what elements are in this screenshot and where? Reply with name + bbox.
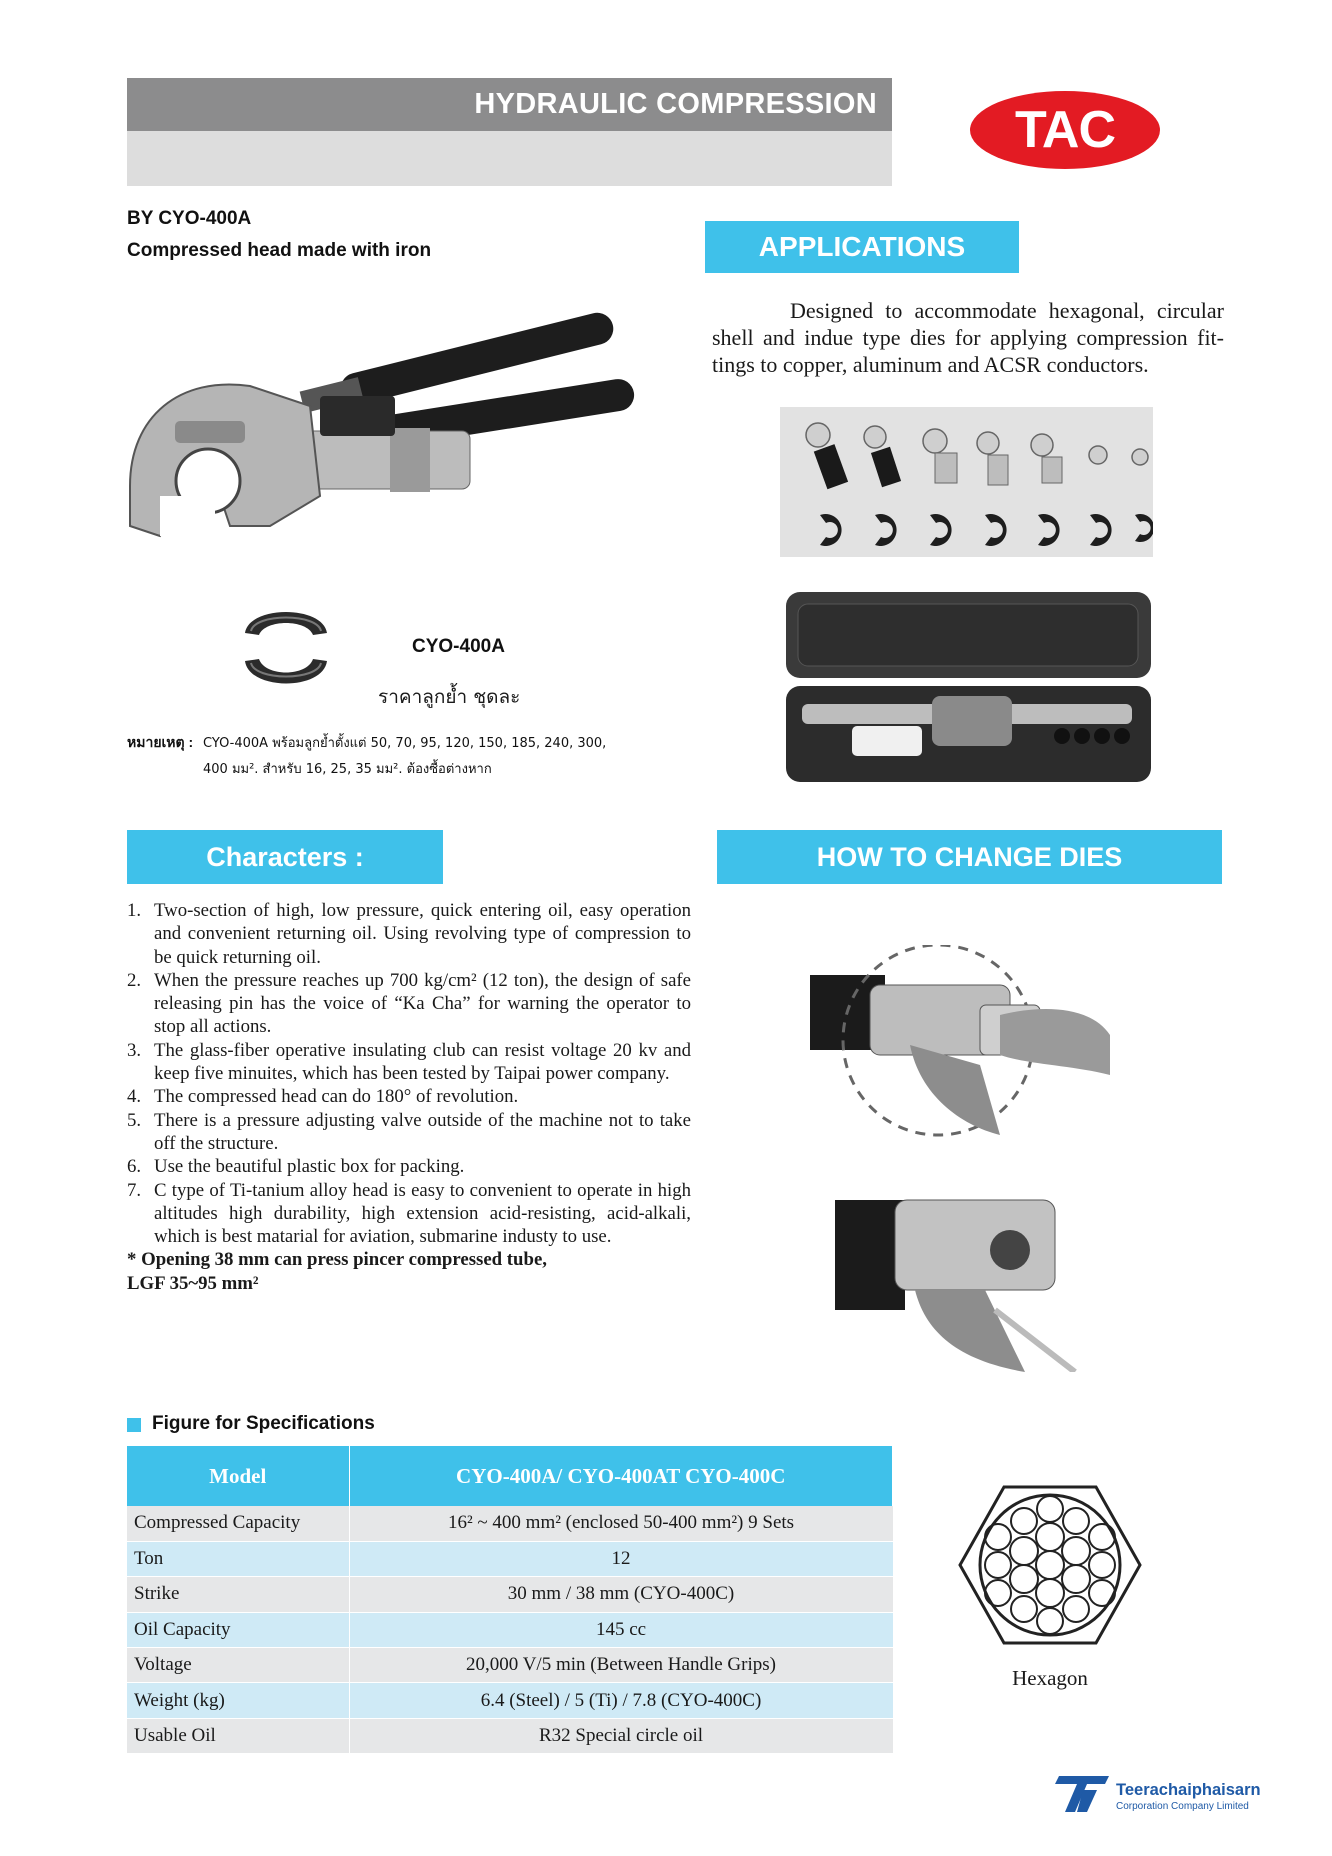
how-to-heading: HOW TO CHANGE DIES bbox=[717, 830, 1222, 884]
characters-heading: Characters : bbox=[127, 830, 443, 884]
table-header-row bbox=[127, 1446, 893, 1506]
page-title: HYDRAULIC COMPRESSION bbox=[474, 88, 877, 120]
product-subtitle: Compressed head made with iron bbox=[127, 240, 432, 261]
characters-footnote-2: LGF 35~95 mm² bbox=[127, 1272, 259, 1294]
characters-list bbox=[127, 899, 691, 1295]
by-line: BY CYO-400A bbox=[127, 208, 252, 229]
spec-heading-marker bbox=[127, 1418, 141, 1432]
die-price-label: ราคาลูกย้ำ ชุดละ bbox=[378, 686, 521, 708]
applications-text: Designed to accommodate hexagonal, circular shell and indue type dies for applying compression fit-tings to copper, aluminum and ACSR conductors. bbox=[712, 298, 1224, 377]
applications-heading: APPLICATIONS bbox=[705, 221, 1019, 273]
table-row: Strike 30 mm / 38 mm (CYO-400C) bbox=[127, 1577, 893, 1612]
company-logo-mark bbox=[1053, 1772, 1113, 1816]
table-header-cell: Model bbox=[127, 1446, 349, 1506]
table-header-cell: CYO-400A/ CYO-400AT CYO-400C bbox=[349, 1446, 893, 1506]
spec-table bbox=[127, 1446, 893, 1754]
lugs-and-dies-photo bbox=[780, 407, 1153, 557]
list-item: 5. There is a pressure adjusting valve outside of the machine not to take off the structure. bbox=[127, 1109, 691, 1154]
die-set-photo bbox=[237, 593, 335, 703]
carrying-case-photo bbox=[782, 586, 1155, 786]
note-label: หมายเหตุ : bbox=[127, 734, 194, 750]
list-item: 2. When the pressure reaches up 700 kg/cm² (12 ton), the design of safe releasing pin has the voice of “Ka Cha” for warning the operator to stop all actions. bbox=[127, 969, 691, 1038]
hexagon-label: Hexagon bbox=[1012, 1666, 1088, 1690]
tac-logo: TAC bbox=[970, 91, 1160, 169]
table-row: Weight (kg) 6.4 (Steel) / 5 (Ti) / 7.8 (CYO-400C) bbox=[127, 1683, 893, 1718]
characters-footnote-1: * Opening 38 mm can press pincer compressed tube, bbox=[127, 1249, 547, 1271]
table-row: Oil Capacity 145 cc bbox=[127, 1612, 893, 1647]
change-dies-photo-2 bbox=[835, 1180, 1115, 1372]
change-dies-photo-1 bbox=[810, 945, 1110, 1137]
header-subband bbox=[127, 131, 892, 186]
company-subtitle: Corporation Company Limited bbox=[1116, 1801, 1249, 1812]
list-item: 3. The glass-fiber operative insulating club can resist voltage 20 kv and keep five minuites, which has been tested by Taipai power company. bbox=[127, 1039, 691, 1085]
spec-heading: Figure for Specifications bbox=[152, 1413, 375, 1434]
note-line-2: 400 มม². สำหรับ 16, 25, 35 มม². ต้องซื้อต่างหาก bbox=[203, 762, 492, 777]
table-row: Voltage 20,000 V/5 min (Between Handle Grips) bbox=[127, 1648, 893, 1683]
list-item: 4. The compressed head can do 180° of revolution. bbox=[127, 1086, 519, 1108]
list-item: 6. Use the beautiful plastic box for packing. bbox=[127, 1156, 465, 1178]
die-model-label: CYO-400A bbox=[412, 636, 505, 657]
list-item: 1. Two-section of high, low pressure, quick entering oil, easy operation and convenient returning oil. Using revolving type of compression to be quick returning oil. bbox=[127, 900, 691, 968]
crimping-tool-photo bbox=[120, 296, 655, 556]
hexagon-die-icon bbox=[958, 1483, 1142, 1647]
table-row: Compressed Capacity 16² ~ 400 mm² (enclosed 50-400 mm²) 9 Sets bbox=[127, 1506, 893, 1541]
company-name: Teerachaiphaisarn bbox=[1116, 1781, 1261, 1799]
table-row: Ton 12 bbox=[127, 1541, 893, 1576]
table-row: Usable Oil R32 Special circle oil bbox=[127, 1718, 893, 1753]
note-line-1: CYO-400A พร้อมลูกย้ำตั้งแต่ 50, 70, 95, 120, 150, 185, 240, 300, bbox=[203, 736, 607, 751]
list-item: 7. C type of Ti-tanium alloy head is easy to convenient to operate in high altitudes high durability, high extension acid-resisting, acid-alkali, which is best matarial for aviation, submarine industy to use. bbox=[127, 1179, 691, 1248]
